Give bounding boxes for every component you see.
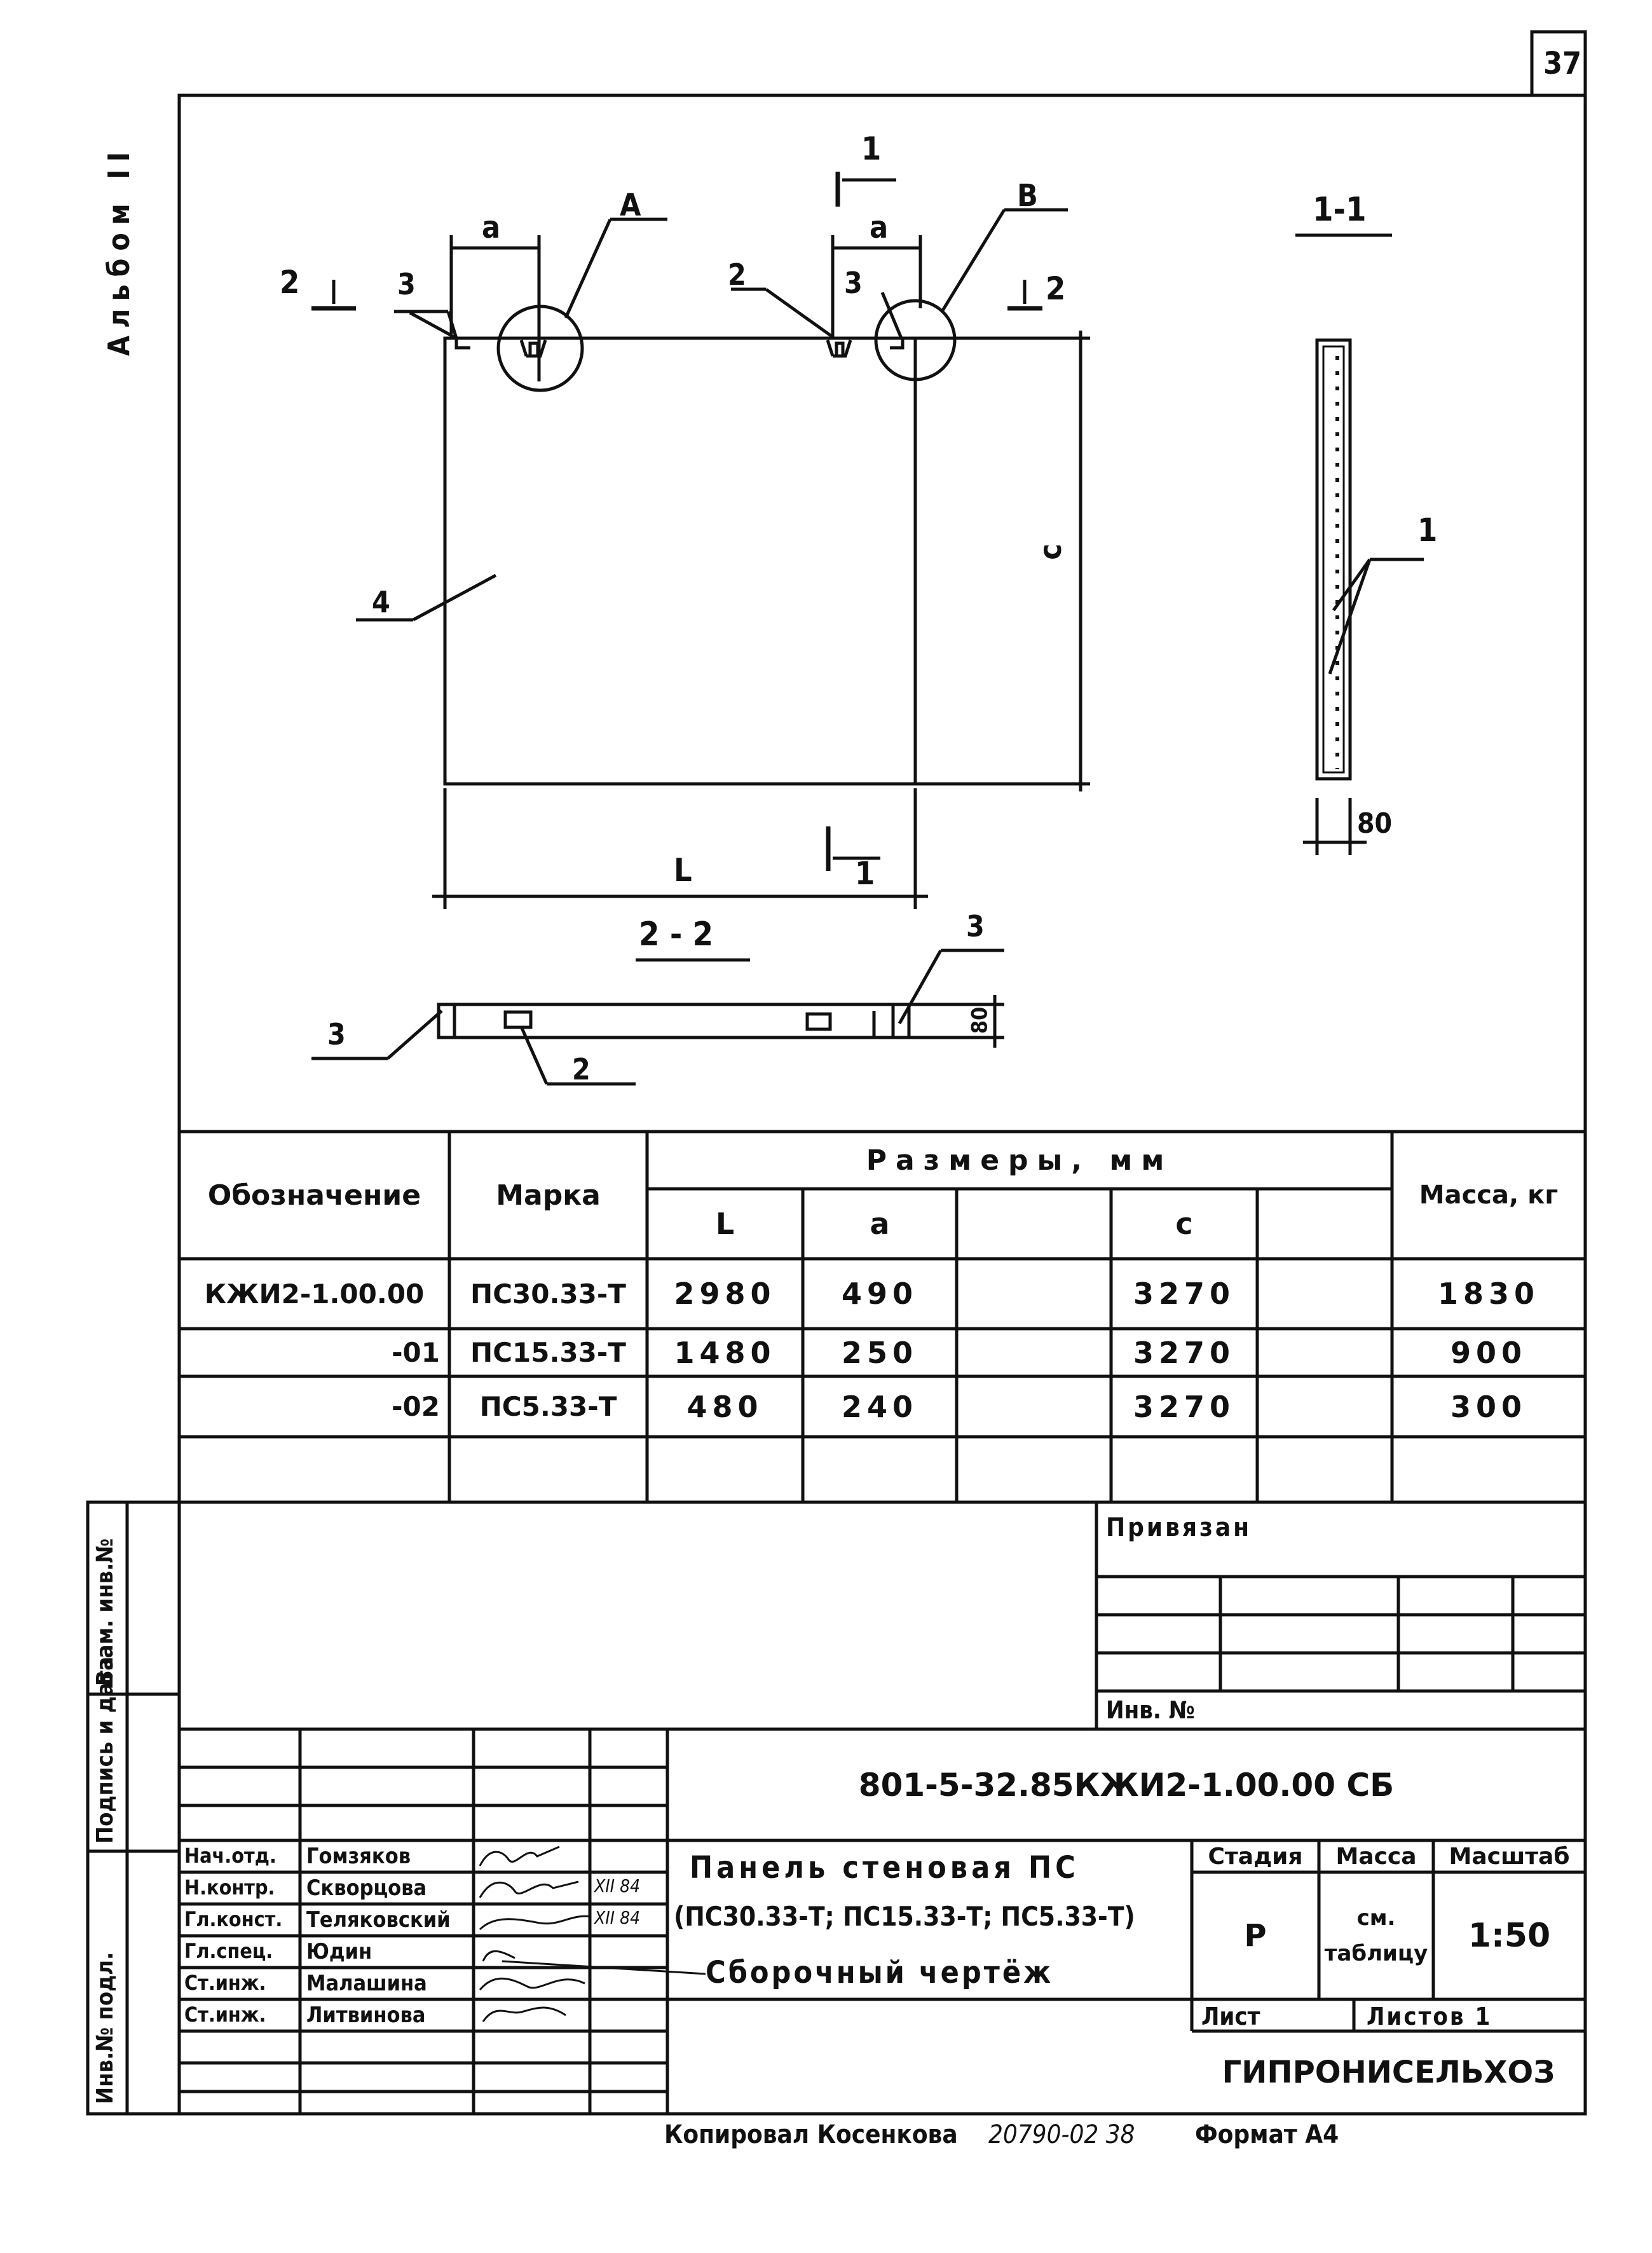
label-pos-2-right: 2 (1046, 270, 1066, 307)
label-pos-1: 1 (1417, 512, 1438, 549)
person-role-1: Нач.отд. (184, 1844, 276, 1868)
side-podpis: Подпись и дата (92, 1656, 118, 1844)
side-vzam: Взам. инв.№ (92, 1538, 118, 1686)
row3-mass: 300 (1450, 1389, 1527, 1424)
section-1-1-view (1295, 235, 1424, 855)
sheet-number: 37 (1543, 46, 1582, 81)
stage-value: Р (1244, 1918, 1267, 1954)
person-role-4: Гл.спец. (184, 1939, 273, 1963)
row1-mass: 1830 (1437, 1277, 1540, 1311)
sheets-label: Листов 1 (1367, 2003, 1492, 2030)
label-pos-3-right: 3 (844, 266, 863, 300)
privyazan-inv: Инв. № (1106, 1696, 1195, 1724)
panel-elevation (311, 172, 1090, 909)
label-cut-1-bottom: 1 (855, 855, 875, 892)
label-dim-L: L (674, 852, 692, 889)
header-designation: Обозначение (207, 1179, 421, 1212)
row3-L: 480 (686, 1389, 763, 1424)
subheader-a: a (870, 1207, 890, 1241)
label-callout-B: В (1017, 178, 1038, 214)
row3-mark: ПС5.33-Т (479, 1391, 617, 1422)
person-date-2: XII 84 (594, 1875, 641, 1896)
header-mass: Масса, кг (1419, 1181, 1559, 1210)
row1-mark: ПС30.33-Т (470, 1278, 626, 1310)
doc-name-line2: (ПС30.33-Т; ПС15.33-Т; ПС5.33-Т) (674, 1901, 1135, 1932)
row2-L: 1480 (674, 1335, 776, 1370)
stage-label: Стадия (1208, 1843, 1303, 1870)
row1-c: 3270 (1133, 1277, 1236, 1311)
footer-copied: Копировал Косенкова (664, 2120, 958, 2149)
label-pos-3-sec-right: 3 (966, 909, 985, 943)
row2-a: 250 (841, 1335, 918, 1370)
panel-outline (445, 338, 915, 784)
organization: ГИПРОНИСЕЛЬХОЗ (1222, 2055, 1555, 2090)
label-section-2-2: 2 - 2 (639, 915, 714, 954)
label-pos-2-loop: 2 (728, 257, 746, 292)
row2-c: 3270 (1133, 1335, 1236, 1370)
document-code: 801-5-32.85КЖИ2-1.00.00 СБ (858, 1766, 1395, 1804)
label-cut-1-top: 1 (861, 130, 882, 167)
person-name-6: Литвинова (306, 2003, 426, 2028)
label-dim-a-right: a (870, 210, 889, 245)
person-name-5: Малашина (306, 1971, 427, 1996)
label-callout-A: А (620, 188, 641, 223)
footer-code: 20790-02 38 (988, 2120, 1135, 2149)
row3-designation: -02 (392, 1391, 440, 1422)
person-role-3: Гл.конст. (184, 1907, 283, 1931)
header-mark: Марка (496, 1179, 601, 1212)
label-pos-2-sec: 2 (572, 1052, 590, 1086)
side-inv-podl: Инв.№ подл. (92, 1952, 118, 2104)
row3-a: 240 (841, 1389, 918, 1424)
person-name-1: Гомзяков (306, 1844, 411, 1869)
row2-mark: ПС15.33-Т (470, 1337, 626, 1368)
label-dim-80-plan: 80 (967, 1006, 993, 1034)
header-dimensions: Размеры, мм (866, 1144, 1173, 1177)
album-label: Альбом II (102, 144, 136, 356)
privyazan-title: Привязан (1106, 1513, 1252, 1542)
label-dim-a-left: a (482, 210, 501, 245)
sheet-label: Лист (1201, 2003, 1260, 2030)
footer-format: Формат А4 (1195, 2120, 1339, 2149)
person-date-3: XII 84 (594, 1907, 641, 1928)
row2-mass: 900 (1450, 1335, 1527, 1370)
label-section-1-1: 1-1 (1313, 191, 1367, 229)
label-dim-c: c (1032, 544, 1068, 560)
label-pos-3-sec-left: 3 (327, 1017, 346, 1051)
person-role-6: Ст.инж. (184, 2003, 266, 2027)
row1-designation: КЖИ2-1.00.00 (204, 1278, 425, 1310)
row3-c: 3270 (1133, 1389, 1236, 1424)
row1-a: 490 (841, 1277, 918, 1311)
person-role-5: Ст.инж. (184, 1971, 266, 1995)
label-dim-80-side: 80 (1357, 807, 1393, 840)
mass-label: Масса (1335, 1843, 1417, 1870)
person-role-2: Н.контр. (184, 1875, 275, 1900)
subheader-L: L (715, 1207, 735, 1241)
person-name-2: Скворцова (306, 1875, 427, 1901)
person-name-3: Теляковский (306, 1907, 451, 1933)
label-pos-2-left: 2 (280, 264, 300, 301)
scale-value: 1:50 (1468, 1917, 1551, 1955)
privyazan-grid (179, 1502, 1585, 1729)
row1-L: 2980 (674, 1277, 776, 1311)
subheader-c: c (1175, 1207, 1193, 1241)
person-name-4: Юдин (306, 1939, 372, 1964)
row2-designation: -01 (392, 1337, 440, 1368)
label-pos-4: 4 (372, 585, 390, 619)
section-2-2-view (311, 950, 1004, 1084)
label-pos-3-left: 3 (397, 267, 416, 301)
doc-name-line3: Сборочный чертёж (706, 1955, 1054, 1990)
scale-label: Масштаб (1449, 1843, 1570, 1870)
mass-value: см. таблицу (1324, 1905, 1428, 1966)
doc-name-line1: Панель стеновая ПС (690, 1850, 1079, 1886)
